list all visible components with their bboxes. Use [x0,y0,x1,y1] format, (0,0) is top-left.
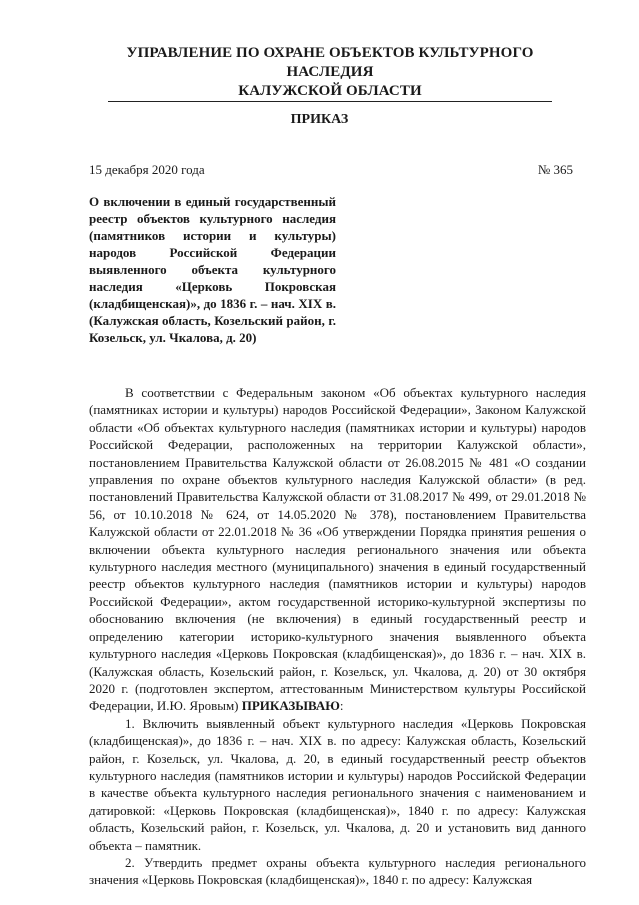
order-item-2: 2. Утвердить предмет охраны объекта культурного наследия регионального значения «Церковь Покровская (кладбищенская)», 1840 г. по адресу: Калужская [89,854,586,888]
document-title: ПРИКАЗ [290,112,349,127]
order-body [89,384,586,889]
order-colon: : [339,698,344,714]
document-number: № 365 [537,162,573,177]
order-item-1: 1. Включить выявленный объект культурного наследия «Церковь Покровская (кладбищенская)», до 1836 г. – нач. XIX в. по адресу: Калужская область, Козельский район, г. Козельск, ул. Чкалова, д. 20, в единый государственный реестр объектов культурного наследия (памятников истории и культуры) народов Российской Федерации в качестве объекта культурного наследия регионального значения с наименованием и датировкой: «Церковь Покровская (кладбищенская)», 1840 г. по адресу: Калужская область, Козельский район, г. Козельск, ул. Чкалова, д. 20 и установить вид данного объекта – памятник. [89,715,586,853]
preamble-paragraph [89,384,586,715]
issuer-header [90,44,570,102]
order-subject: О включении в единый государственный реестр объектов культурного наследия (памятников истории и культуры) народов Российской Федерации выявленного объекта культурного наследия «Церковь Покровская (кладбищенская)», до 1836 г. – нач. XIX в. (Калужская область, Козельский район, г. Козельск, ул. Чкалова, д. 20) [89,194,336,345]
issuer-name-line1: УПРАВЛЕНИЕ ПО ОХРАНЕ ОБЪЕКТОВ КУЛЬТУРНОГО НАСЛЕДИЯ [126,45,534,80]
order-keyword: ПРИКАЗЫВАЮ [241,698,340,714]
preamble-text: В соответствии с Федеральным законом «Об объектах культурного наследия (памятниках истории и культуры) народов Российской Федерации», Законом Калужской области «Об объектах культурного наследия (памятниках истории и культуры) народов Российской Федерации, расположенных на территории Калужской области», постановлением Правительства Калужской области от 26.08.2015 № 481 «О создании управления по охране объектов культурного наследия Калужской области» (в ред. постановлений Правительства Калужской области от 31.08.2017 № 499, от 29.01.2018 № 56, от 10.10.2018 № 624, от 14.05.2020 № 378), постановлением Правительства Калужской области от 22.01.2018 № 36 «Об утверждении Порядка принятия решения о включении объекта культурного наследия регионального значения или объекта культурного наследия местного (муниципального) значения в единый государственный реестр объектов культурного наследия (памятников истории и культуры) народов Российской Федерации», актом государственной историко-культурной экспертизы по обоснованию включения (не включения) в единый государственный реестр и определению категории историко-культурного значения выявленного объекта культурного наследия «Церковь Покровская (кладбищенская)», до 1836 г. – нач. XIX в. (Калужская область, Козельский район, г. Козельск, ул. Чкалова, д. 20) от 30 октября 2020 г. (подготовлен экспертом, аттестованным Министерством культуры Российской Федерации, И.Ю. Яровым) [89,385,586,714]
issuer-name-line2: КАЛУЖСКОЙ ОБЛАСТИ [108,82,552,102]
document-date: 15 декабря 2020 года [89,162,205,177]
